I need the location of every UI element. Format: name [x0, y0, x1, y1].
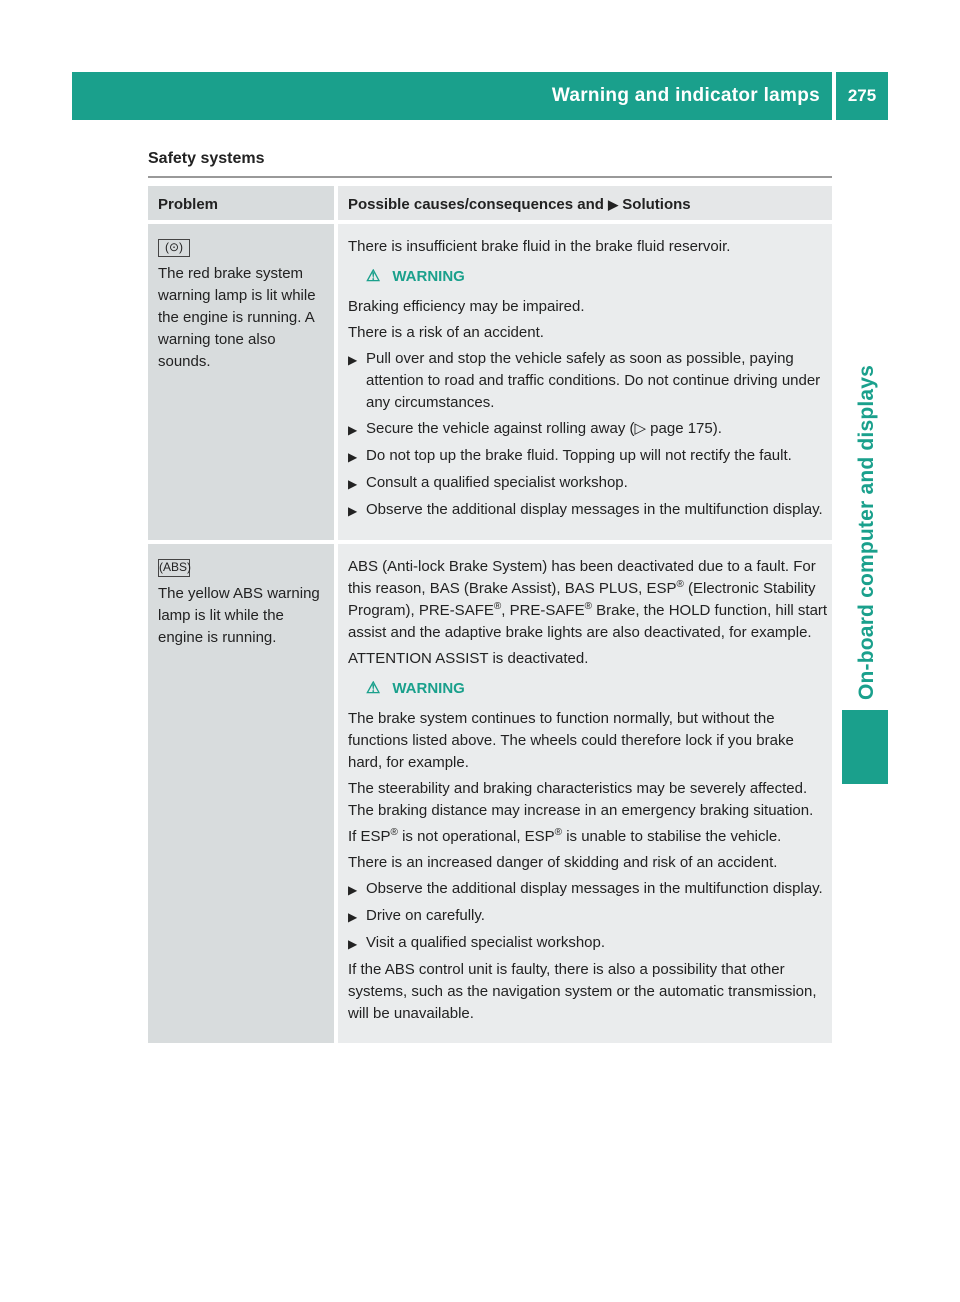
attention-text: ATTENTION ASSIST is deactivated.	[348, 650, 589, 667]
arrow-icon: ▶	[608, 197, 619, 212]
list-item: ▶ Consult a qualified specialist workshop.	[348, 472, 828, 495]
warning-triangle-icon: ⚠	[366, 268, 381, 285]
problem-text: The red brake system warning lamp is lit while the engine is running. A warning tone also sounds.	[158, 265, 316, 370]
step-arrow-icon: ▶	[348, 504, 358, 518]
section-title: Safety systems	[148, 150, 265, 167]
step-arrow-icon: ▶	[348, 353, 358, 367]
header-problem: Problem	[148, 186, 334, 220]
problem-text: The yellow ABS warning lamp is lit while the engine is running.	[158, 585, 320, 646]
step-arrow-icon: ▶	[348, 477, 358, 491]
warning-label: ⚠ WARNING	[366, 266, 828, 288]
list-item: ▶ Pull over and stop the vehicle safely as soon as possible, paying attention to road and traffic conditions. Do not continue driving under any circumstances.	[348, 348, 828, 414]
page-number: 275	[836, 72, 888, 120]
warning-text: The brake system continues to function normally, but without the functions listed above. The wheels could therefore lock if you brake hard, for example.	[348, 710, 794, 771]
table-row	[148, 224, 832, 540]
brake-warning-icon: (⊙)	[158, 239, 190, 257]
solution-cell	[338, 544, 832, 1043]
table-header	[148, 186, 832, 220]
warning-text: There is an increased danger of skidding and risk of an accident.	[348, 854, 778, 871]
list-item: ▶ Drive on carefully.	[348, 905, 828, 928]
header-title: Warning and indicator lamps	[551, 85, 820, 106]
warning-triangle-icon: ⚠	[366, 680, 381, 697]
warning-text: The steerability and braking characteristics may be severely affected. The braking distance may increase in an emergency braking situation.	[348, 780, 814, 819]
warning-text: Braking efficiency may be impaired.	[348, 298, 585, 315]
header-solutions: Possible causes/consequences and ▶ Solutions	[338, 186, 832, 220]
warning-text: If ESP® is not operational, ESP® is unable to stabilise the vehicle.	[348, 827, 782, 845]
abs-warning-icon: (ABS)	[158, 559, 190, 577]
step-arrow-icon: ▶	[348, 937, 358, 951]
side-chapter-tab	[842, 710, 888, 784]
warning-text: There is a risk of an accident.	[348, 324, 544, 341]
step-arrow-icon: ▶	[348, 450, 358, 464]
section-rule	[148, 176, 832, 178]
list-item: ▶ Secure the vehicle against rolling away (▷ page 175).	[348, 418, 828, 441]
list-item: ▶ Visit a qualified specialist workshop.	[348, 932, 828, 955]
step-arrow-icon: ▶	[348, 423, 358, 437]
side-chapter-label: On-board computer and displays	[855, 364, 878, 700]
list-item: ▶ Observe the additional display messages in the multifunction display.	[348, 878, 828, 901]
step-arrow-icon: ▶	[348, 910, 358, 924]
problem-cell	[148, 544, 334, 1043]
safety-table	[148, 186, 832, 1043]
warning-label: ⚠ WARNING	[366, 678, 828, 700]
problem-cell	[148, 224, 334, 540]
list-item: ▶ Observe the additional display messages in the multifunction display.	[348, 499, 828, 522]
cause-text: ABS (Anti-lock Brake System) has been deactivated due to a fault. For this reason, BAS (Brake Assist), BAS PLUS, ESP® (Electronic Stability Program), PRE-SAFE®, PRE-SAFE® Brake, the HOLD function, hill start assist and the adaptive brake lights are also deactivated, for example.	[348, 558, 828, 641]
outro-text: If the ABS control unit is faulty, there is also a possibility that other systems, such as the navigation system or the automatic transmission, will be unavailable.	[348, 961, 817, 1022]
table-row	[148, 544, 832, 1043]
cause-text: There is insufficient brake fluid in the brake fluid reservoir.	[348, 238, 731, 255]
list-item: ▶ Do not top up the brake fluid. Topping up will not rectify the fault.	[348, 445, 828, 468]
solution-cell	[338, 224, 832, 540]
step-arrow-icon: ▶	[348, 883, 358, 897]
